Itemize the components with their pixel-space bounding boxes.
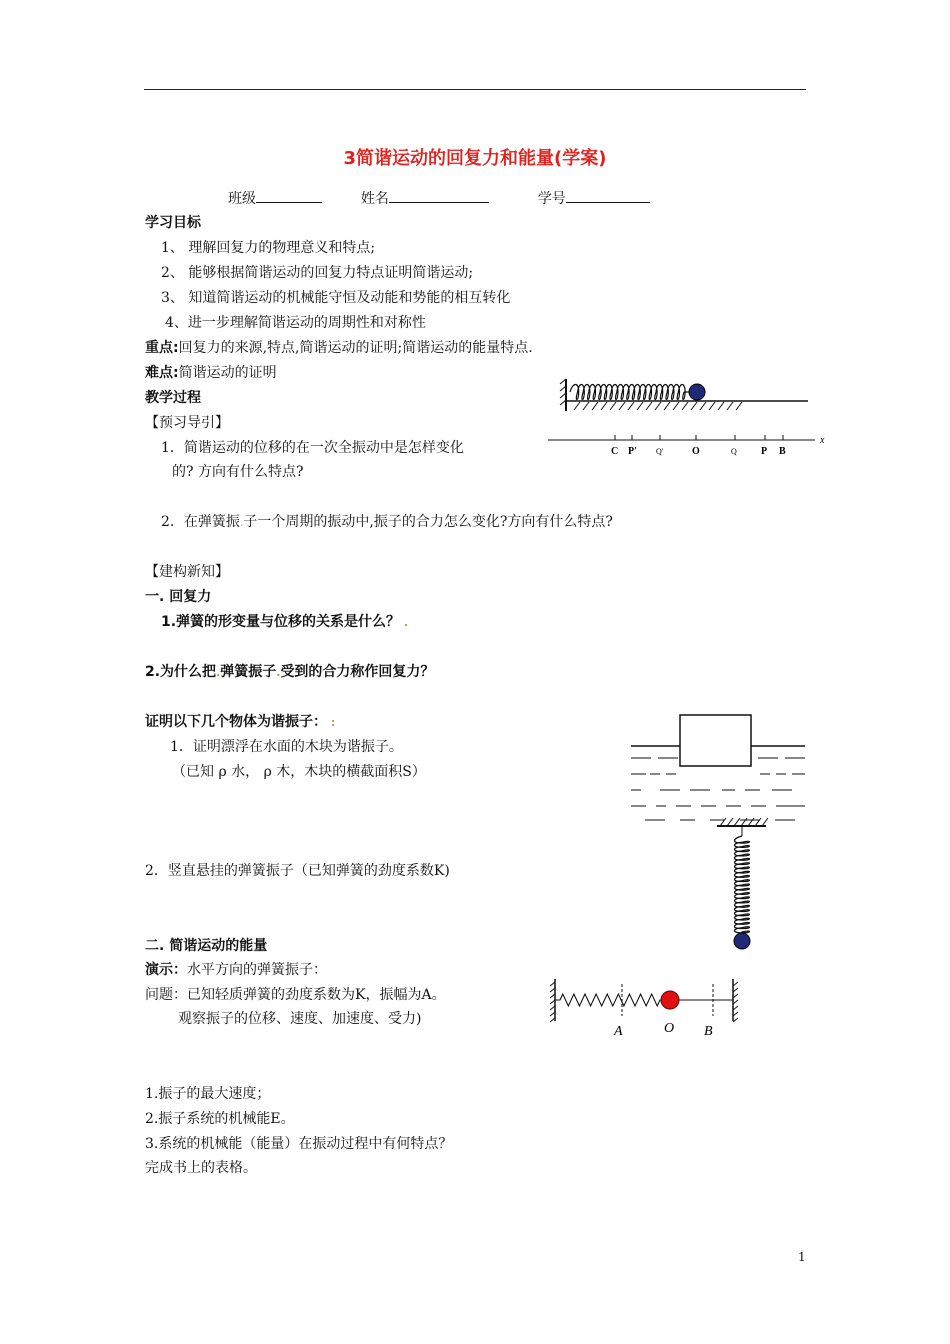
preview-q1-line1: 1．简谐运动的位移的在一次全振动中是怎样变化 [161,440,464,456]
proof-heading: 证明以下几个物体为谐振子： : [145,714,336,730]
preview-q2: 2．在弹簧振.子一个周期的振动中,振子的合力怎么变化?方向有什么特点? [161,514,613,530]
proof-item-1-note: （已知 ρ 水， ρ 木，木块的横截面积S） [172,764,426,780]
id-label: 学号 [537,191,566,207]
proof-heading-text: 证明以下几个物体为谐振子： [145,714,327,730]
difficulty-label: 难点: [145,365,179,381]
label-O: O [664,1021,675,1036]
problem-text: 已知轻质弹簧的劲度系数为K，振幅为A。 [187,987,446,1003]
preview-q2-part-b: 子一个周期的振动中,振子的合力怎么变化?方向有什么特点? [243,514,613,530]
goals-heading: 学习目标 [145,215,201,231]
restoring-q2-part-c: 受到的合力称作回复力？ [280,664,435,680]
restoring-q2-part-a: 2.为什么把 [145,664,217,680]
restoring-q1-text: 1.弹簧的形变量与位移的关系是什么？ [161,614,401,630]
preview-q2-part-a: 2．在弹簧振 [161,514,240,530]
preview-heading: 【预习导引】 [145,415,229,431]
goal-item-3: 3、 知道简谐运动的机械能守恒及动能和势能的相互转化 [161,290,511,306]
axis-label-2: Q' [656,447,664,456]
goal-item-1: 1、 理解回复力的物理意义和特点; [161,240,376,256]
observe-line: 观察振子的位移、速度、加速度、受力) [178,1011,422,1027]
difficulty-text: 简谐运动的证明 [178,365,277,381]
section-restoring-force: 一. 回复力 [145,589,212,605]
name-label: 姓名 [360,191,389,207]
label-B: B [704,1024,713,1039]
page-title: 3简谐运动的回复力和能量(学案) [343,148,607,169]
demo-text: 水平方向的弹簧振子： [187,962,327,978]
axis-label-6: B [779,446,786,457]
energy-item-4: 完成书上的表格。 [145,1160,257,1176]
goal-item-2: 2、 能够根据简谐运动的回复力特点证明简谐运动; [161,265,474,281]
energy-item-3: 3.系统的机械能（能量）在振动过程中有何特点？ [145,1136,453,1152]
axis-label-3: O [692,446,700,457]
proof-item-2: 2．竖直悬挂的弹簧振子（已知弹簧的劲度系数K) [145,863,450,879]
restoring-q2: 2.为什么把.弹簧振子.受到的合力称作回复力？ [145,664,435,680]
new-knowledge-heading: 【建构新知】 [145,564,229,580]
axis-x-label: x [820,435,825,446]
process-heading: 教学过程 [145,390,201,406]
goal-item-4: 4、进一步理解简谐运动的周期性和对称性 [165,315,426,331]
energy-item-1: 1.振子的最大速度； [145,1086,271,1102]
problem-label: 问题： [145,987,187,1003]
page-number: 1 [798,1250,806,1264]
red-ball [661,991,679,1009]
axis-label-1: P' [628,446,637,457]
label-A: A [614,1024,623,1039]
proof-item-1: 1．证明漂浮在水面的木块为谐振子。 [170,739,403,755]
restoring-q2-part-b: 弹簧振子 [220,664,277,680]
axis-label-0: C [611,446,619,457]
demo-label: 演示： [145,962,187,978]
restoring-q1: 1.弹簧的形变量与位移的关系是什么？ . [161,614,409,630]
key-point-label: 重点: [145,340,179,356]
preview-q1-line2: 的? 方向有什么特点? [172,464,304,480]
axis-label-5: P [761,446,768,457]
class-label: 班级 [228,191,256,207]
energy-item-2: 2.振子系统的机械能E。 [145,1111,295,1127]
key-point-text: 回复力的来源,特点,简谐运动的证明;简谐运动的能量特点. [178,340,533,356]
axis-label-4: Q [731,447,737,456]
section-energy: 二. 简谐运动的能量 [145,938,268,954]
